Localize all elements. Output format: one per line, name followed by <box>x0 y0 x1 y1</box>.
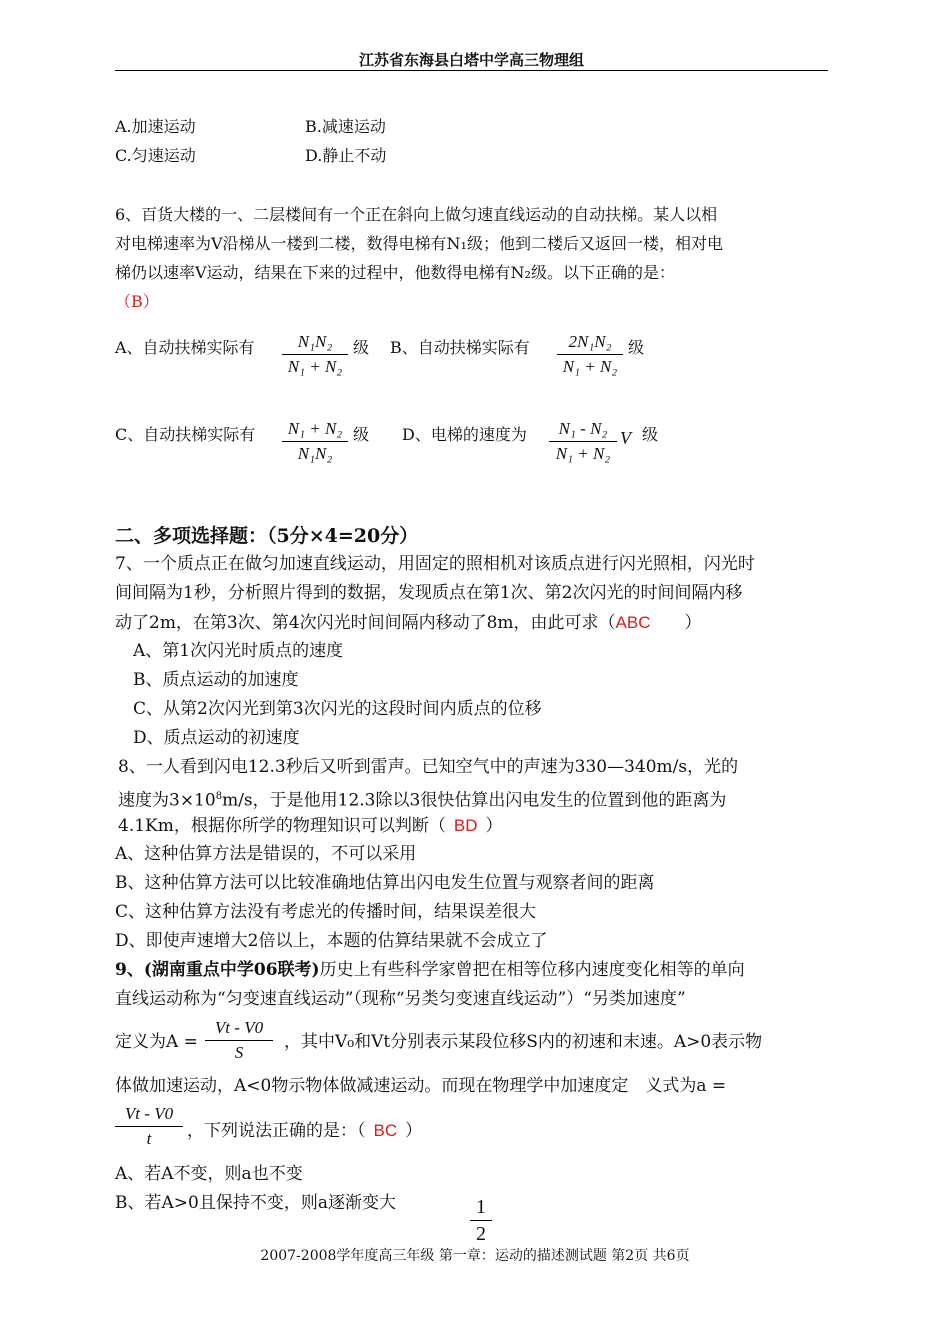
q6-option-a-unit: 级 <box>353 338 370 357</box>
q6-option-a-numerator: N₁N₂ <box>297 332 333 351</box>
q8-answer: BD <box>453 816 478 835</box>
page-fraction-mark <box>470 1196 492 1245</box>
q8-option-d: D、即使声速增大2倍以上，本题的估算结果就不会成立了 <box>115 931 548 951</box>
q6-answer-open: （ <box>115 292 132 311</box>
q6-option-c-fraction <box>282 419 348 464</box>
header-divider <box>115 70 828 71</box>
q9-fraction-A-denominator: S <box>234 1043 244 1062</box>
q8-option-a: A、这种估算方法是错误的，不可以采用 <box>115 844 417 864</box>
q6-option-c-denominator: N₁N₂ <box>297 444 333 463</box>
q9-option-b: B、若A>0且保持不变，则a逐渐变大 <box>115 1193 396 1213</box>
q9-stem-line2: 直线运动称为“匀变速直线运动”（现称“另类匀变速直线运动”）“另类加速度” <box>115 989 686 1009</box>
q6-option-c-unit: 级 <box>353 425 370 444</box>
q5-option-c: C.匀速运动 <box>115 146 196 165</box>
page-header-title: 江苏省东海县白塔中学高三物理组 <box>358 51 584 69</box>
q6-option-b-fraction <box>557 332 623 377</box>
q8-stem-line3-text: 4.1Km，根据你所学的物理知识可以判断（ <box>118 816 446 836</box>
q9-stem-line1 <box>115 956 745 985</box>
page-fraction-denominator: 2 <box>476 1223 486 1245</box>
q6-option-b-numerator: 2N₁N₂ <box>568 332 612 351</box>
q7-option-b: B、质点运动的加速度 <box>133 670 299 690</box>
q6-stem-line1: 6、百货大楼的一、二层楼间有一个正在斜向上做匀速直线运动的自动扶梯。某人以相 <box>115 205 718 224</box>
q9-stem-line5 <box>187 1116 422 1146</box>
fraction-bar <box>557 354 623 355</box>
q6-option-d-numerator: N₁ - N₂ <box>558 419 608 438</box>
q9-definition-pre: 定义为A = <box>115 1032 198 1052</box>
q6-option-b-unit: 级 <box>628 338 645 357</box>
q9-stem-line1-rest: 历史上有些科学家曾把在相等位移内速度变化相等的单向 <box>319 960 745 980</box>
q8-stem-line3 <box>118 811 502 841</box>
q6-stem-line3: 梯仍以速率Ⅴ运动，结果在下来的过程中，他数得电梯有N₂级。以下正确的是： <box>115 263 675 282</box>
q9-stem-line5-close: ） <box>405 1121 423 1141</box>
q7-stem-line1: 7、一个质点正在做匀加速直线运动，用固定的照相机对该质点进行闪光照相，闪光时 <box>115 554 755 574</box>
q6-option-a-label: A、自动扶梯实际有 <box>115 338 255 357</box>
q9-stem-line4: 体做加速运动，A<0物示物体做减速运动。而现在物理学中加速度定 义式为a = <box>115 1076 727 1096</box>
q7-stem-line3-text: 动了2m，在第3次、第4次闪光时间间隔内移动了8m，由此可求（ <box>115 613 616 633</box>
fraction-bar <box>549 441 617 442</box>
q6-option-a-fraction <box>282 332 348 377</box>
q7-option-c: C、从第2次闪光到第3次闪光的这段时间内质点的位移 <box>133 699 542 719</box>
q9-fraction-a-denominator: t <box>146 1129 152 1148</box>
q6-option-d-label: D、电梯的速度为 <box>402 425 527 444</box>
q9-definition-post: ，其中V₀和Vt分别表示某段位移S内的初速和末速。A>0表示物 <box>284 1032 763 1052</box>
fraction-bar <box>115 1126 183 1127</box>
q6-answer-close: ） <box>142 292 159 311</box>
q6-option-d-denominator: N₁ + N₂ <box>555 444 611 463</box>
q8-exponent: 8 <box>215 791 223 802</box>
q8-stem-line2-post: m/s，于是他用12.3除以3很快估算出闪电发生的位置到他的距离为 <box>222 790 727 811</box>
q9-fraction-a-numerator: Vt - V0 <box>124 1104 174 1123</box>
q6-stem-line2: 对电梯速率为Ⅴ沿梯从一楼到二楼，数得电梯有N₁级；他到二楼后又返回一楼，相对电 <box>115 234 723 253</box>
fraction-bar <box>470 1220 492 1221</box>
q9-option-a: A、若A不变，则a也不变 <box>115 1164 303 1184</box>
fraction-bar <box>282 354 348 355</box>
q6-option-b-label: B、自动扶梯实际有 <box>390 338 530 357</box>
q6-option-c-label: C、自动扶梯实际有 <box>115 425 256 444</box>
q7-option-d: D、质点运动的初速度 <box>133 728 300 748</box>
q6-answer <box>115 288 159 316</box>
q6-option-a-denominator: N₁ + N₂ <box>287 357 343 376</box>
q5-option-a: A.加速运动 <box>115 117 196 136</box>
q5-option-b: B.减速运动 <box>305 117 386 136</box>
q5-option-d: D.静止不动 <box>305 146 387 165</box>
q6-option-b-denominator: N₁ + N₂ <box>562 357 618 376</box>
section-2-title: 二、多项选择题：（5分×4=20分） <box>115 525 419 547</box>
q7-answer: ABC <box>615 613 651 632</box>
q8-stem-line1: 8、一人看到闪电12.3秒后又听到雷声。已知空气中的声速为330—340m/s，光的 <box>118 757 739 777</box>
q7-stem-line3 <box>115 608 701 638</box>
fraction-bar <box>282 441 348 442</box>
q8-option-b: B、这种估算方法可以比较准确地估算出闪电发生位置与观察者间的距离 <box>115 873 655 893</box>
q9-source-tag: 9、(湖南重点中学06联考) <box>115 960 320 980</box>
page-footer: 2007-2008学年度高三年级 第一章：运动的描述测试题 第2页 共6页 <box>260 1248 690 1264</box>
q9-fraction-A-numerator: Vt - V0 <box>214 1018 264 1037</box>
q9-fraction-a <box>115 1104 183 1149</box>
q7-option-a: A、第1次闪光时质点的速度 <box>133 641 344 661</box>
q8-stem-line3-close: ） <box>485 816 503 836</box>
q8-option-c: C、这种估算方法没有考虑光的传播时间，结果误差很大 <box>115 902 537 922</box>
q6-option-d-unit: 级 <box>642 425 659 444</box>
q9-fraction-A <box>205 1018 273 1063</box>
q7-stem-line3-close: ） <box>650 613 702 633</box>
fraction-bar <box>205 1040 273 1041</box>
q8-stem-line2-pre: 速度为3×10 <box>118 790 216 811</box>
q6-option-c-numerator: N₁ + N₂ <box>287 419 343 438</box>
q9-answer: BC <box>373 1121 398 1140</box>
q6-option-d-fraction <box>549 419 617 464</box>
page-fraction-numerator: 1 <box>476 1196 486 1218</box>
q7-stem-line2: 间间隔为1秒，分析照片得到的数据，发现质点在第1次、第2次闪光的时间间隔内移 <box>115 583 743 603</box>
q9-stem-line5-text: ，下列说法正确的是：（ <box>187 1121 366 1141</box>
q6-option-d-variable: V <box>620 428 631 448</box>
q6-answer-value: B <box>131 292 143 311</box>
